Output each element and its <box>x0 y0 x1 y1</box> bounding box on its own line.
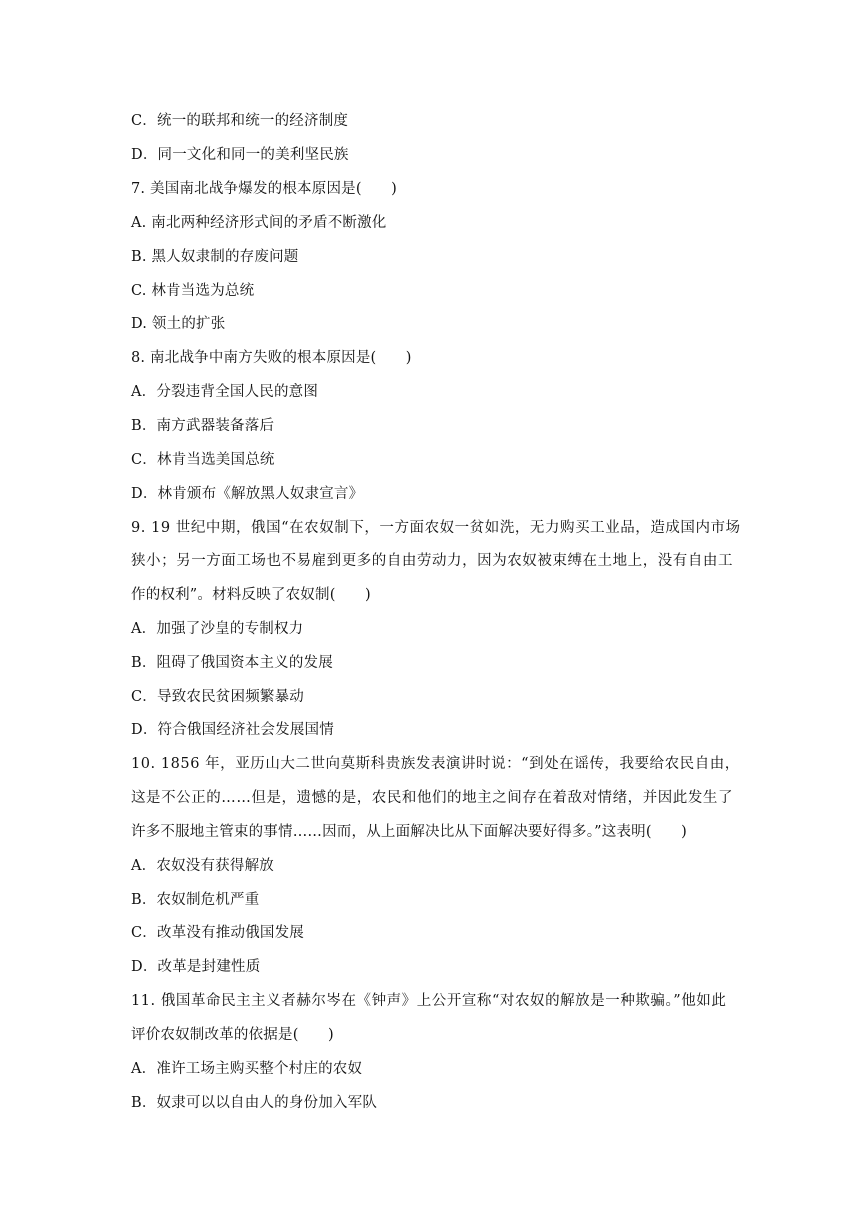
option-11b: B．奴隶可以以自由人的身份加入军队 <box>131 1095 378 1111</box>
question-9-line-1: 9. 19 世纪中期，俄国“在农奴制下，一方面农奴一贫如洗，无力购买工业品，造成国内市场 <box>131 520 741 536</box>
question-11-line-1: 11. 俄国革命民主主义者赫尔岑在《钟声》上公开宣称“对农奴的解放是一种欺骗。”他如此 <box>131 993 727 1009</box>
option-10c: C．改革没有推动俄国发展 <box>131 925 304 941</box>
option-10a: A．农奴没有获得解放 <box>131 858 274 874</box>
question-7: 7. 美国南北战争爆发的根本原因是( ) <box>131 181 397 197</box>
question-10-line-3: 许多不服地主管束的事情……因而，从上面解决比从下面解决要好得多。”这表明( ) <box>131 824 687 840</box>
option-8c: C．林肯当选美国总统 <box>131 452 275 468</box>
question-8: 8. 南北战争中南方失败的根本原因是( ) <box>131 350 412 366</box>
option-9a: A．加强了沙皇的专制权力 <box>131 621 304 637</box>
option-9d: D．符合俄国经济社会发展国情 <box>131 722 334 738</box>
question-10-line-1: 10. 1856 年，亚历山大二世向莫斯科贵族发表演讲时说：“到处在谣传，我要给农民自由， <box>131 756 740 772</box>
question-10-line-2: 这是不公正的……但是，遗憾的是，农民和他们的地主之间存在着敌对情绪，并因此发生了 <box>131 790 733 806</box>
option-9c: C．导致农民贫困频繁暴动 <box>131 689 304 705</box>
option-7a: A. 南北两种经济形式间的矛盾不断激化 <box>131 215 387 231</box>
option-11a: A．准许工场主购买整个村庄的农奴 <box>131 1061 363 1077</box>
question-9-line-3: 作的权利”。材料反映了农奴制( ) <box>131 587 371 603</box>
option-6c: C．统一的联邦和统一的经济制度 <box>131 113 349 129</box>
question-9-line-2: 狭小；另一方面工场也不易雇到更多的自由劳动力，因为农奴被束缚在土地上，没有自由工 <box>131 553 733 569</box>
option-7d: D. 领土的扩张 <box>131 316 226 332</box>
option-7c: C. 林肯当选为总统 <box>131 283 255 299</box>
option-10b: B．农奴制危机严重 <box>131 892 260 908</box>
option-9b: B．阻碍了俄国资本主义的发展 <box>131 655 333 671</box>
option-6d: D．同一文化和同一的美利坚民族 <box>131 147 349 163</box>
option-8d: D．林肯颁布《解放黑人奴隶宣言》 <box>131 486 364 502</box>
question-11-line-2: 评价农奴制改革的依据是( ) <box>131 1027 334 1043</box>
option-10d: D．改革是封建性质 <box>131 959 261 975</box>
option-8b: B．南方武器装备落后 <box>131 418 275 434</box>
option-8a: A．分裂违背全国人民的意图 <box>131 384 319 400</box>
option-7b: B. 黑人奴隶制的存废问题 <box>131 249 299 265</box>
